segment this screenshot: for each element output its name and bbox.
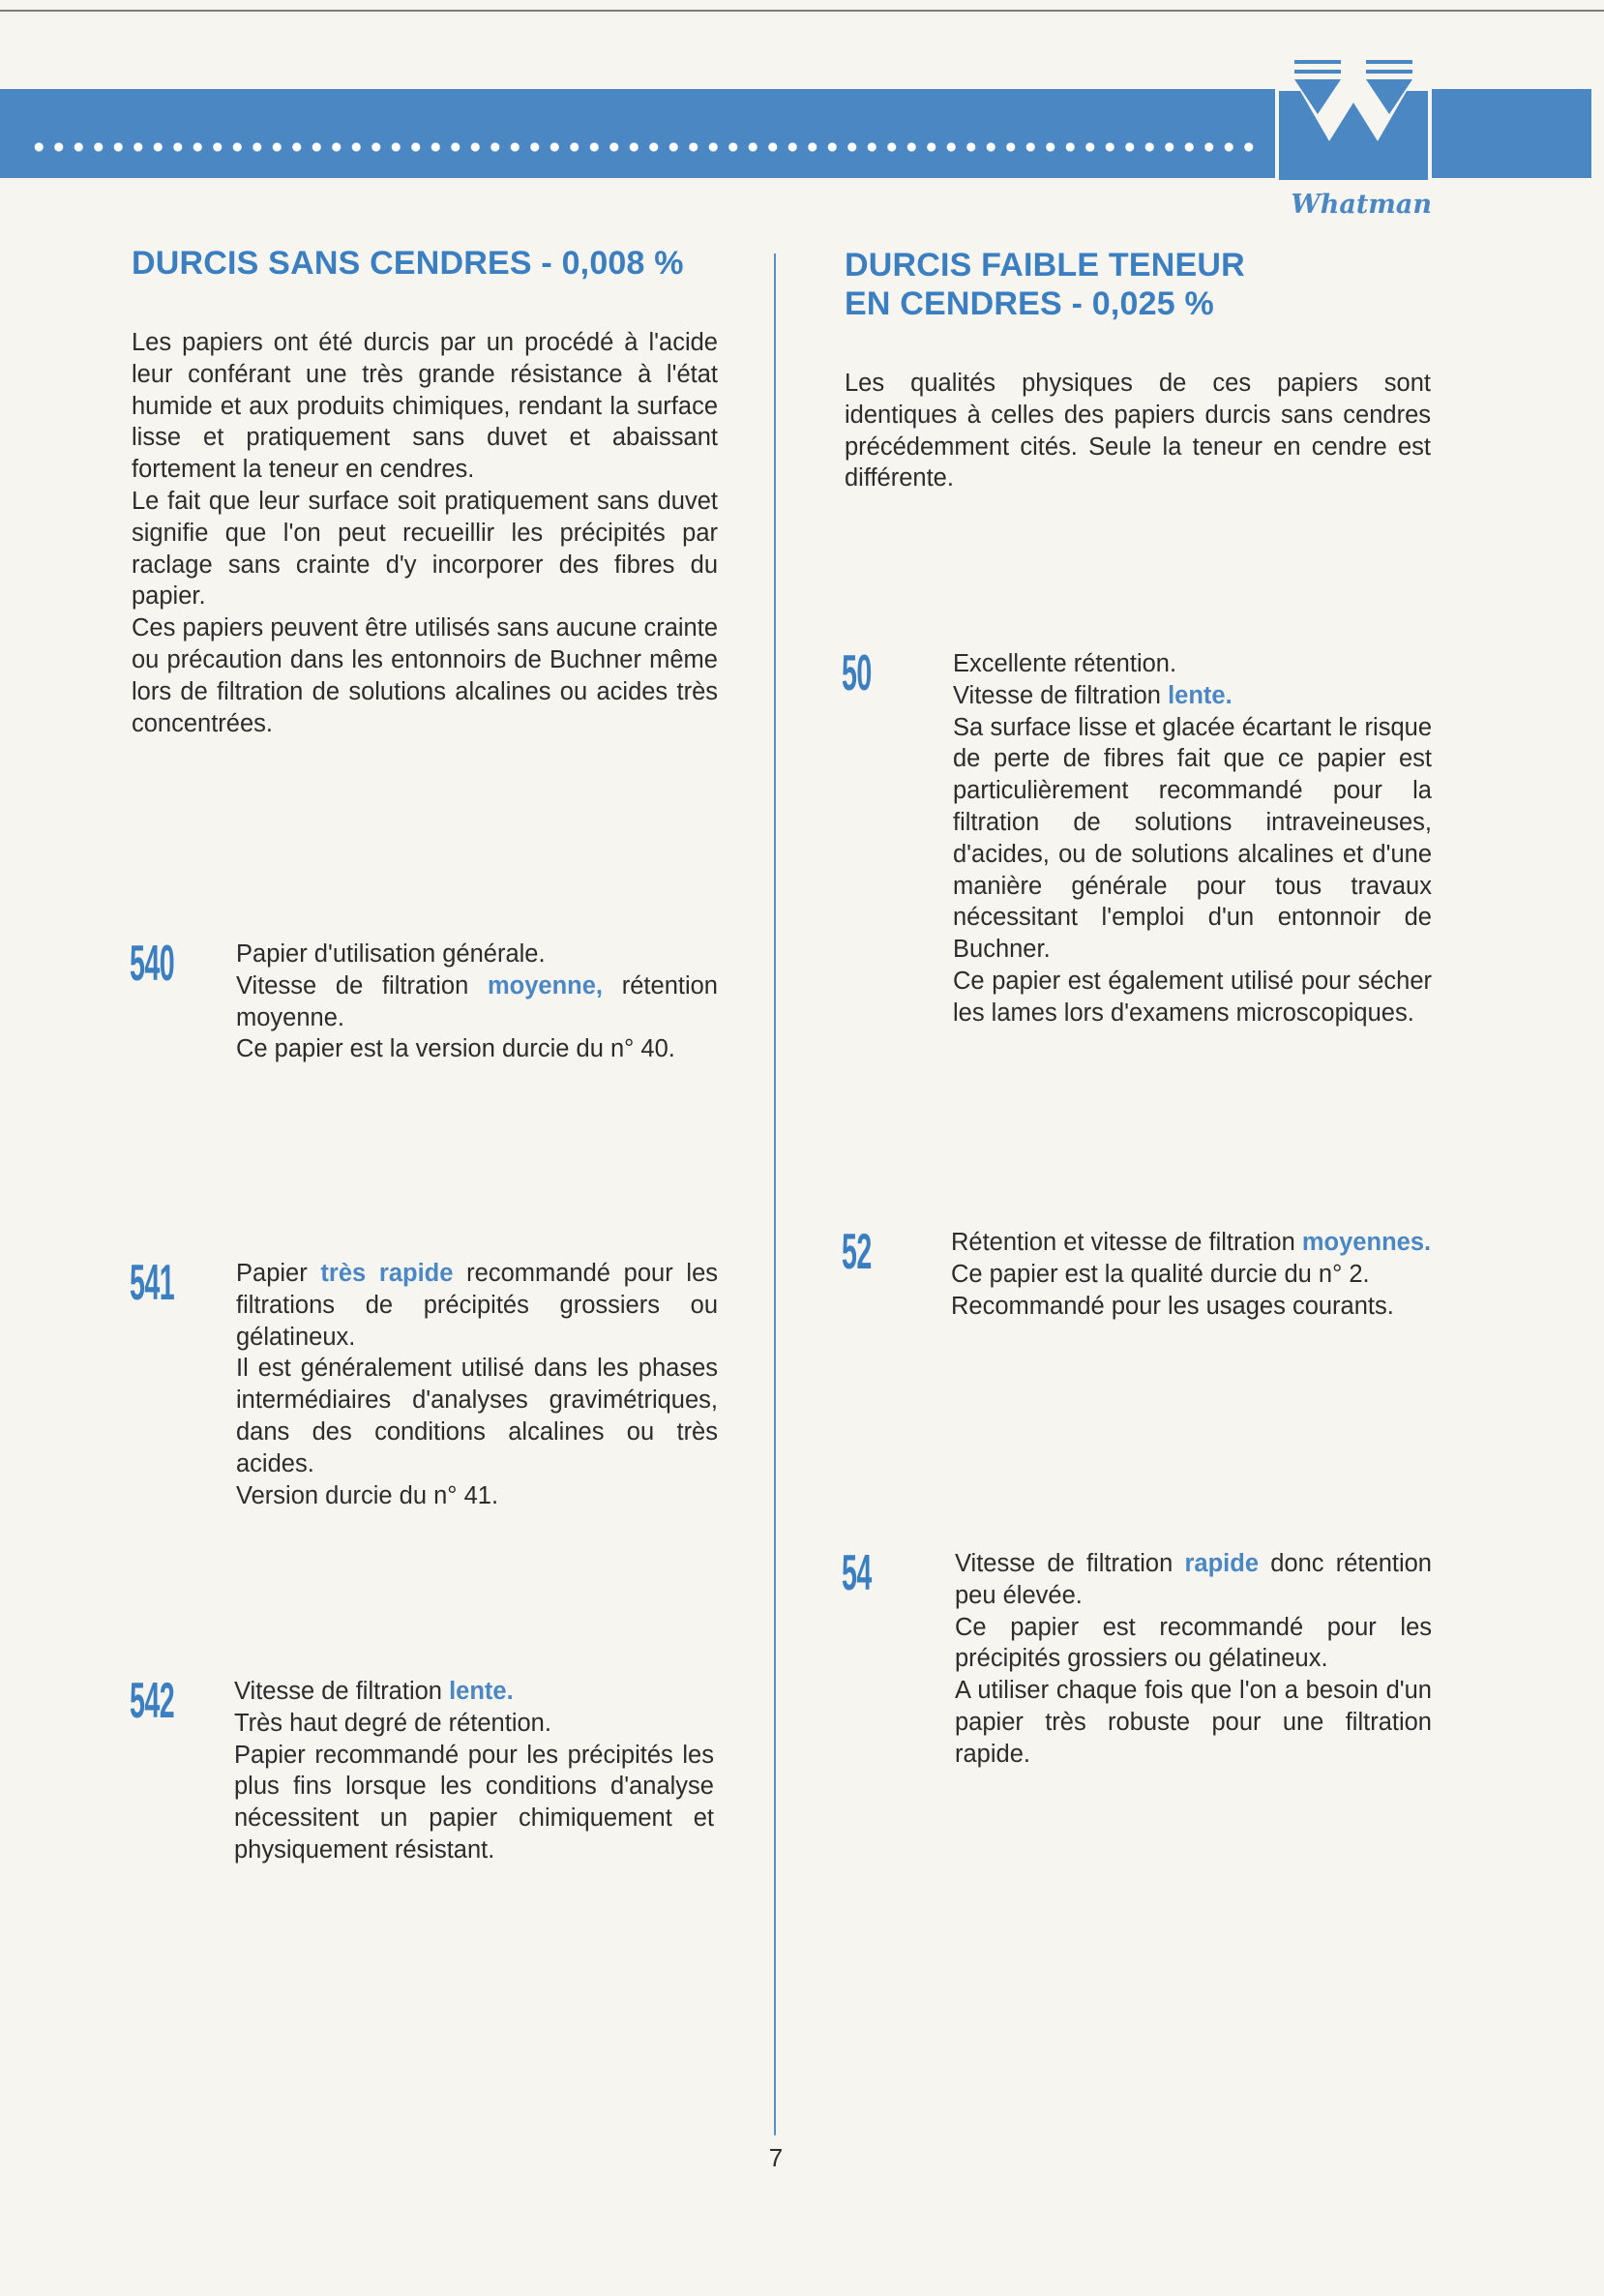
right-heading-value: 0,025 % [1091, 285, 1214, 322]
entry-text: Rétention et vitesse de filtration moyennes. Ce papier est la qualité durcie du n° 2. Recommandé pour les usages courants. [951, 1229, 1432, 1320]
entry-number: 541 [130, 1255, 175, 1311]
entry-number: 52 [842, 1224, 872, 1280]
left-heading-value: 0,008 % [561, 245, 684, 282]
brand-name: Whatman [1291, 190, 1432, 220]
speed-highlight: moyennes. [1301, 1229, 1432, 1256]
right-intro: Les qualités physiques de ces papiers sont identiques à celles des papiers durcis sans cendres précédemment cités. Seule la teneur en cendre est différente. [845, 370, 1431, 492]
left-heading [132, 244, 684, 283]
entry-number: 540 [130, 936, 175, 992]
entry-number: 542 [130, 1673, 175, 1729]
top-rule [0, 10, 1604, 12]
speed-highlight: moyenne, [487, 971, 604, 999]
entry-number: 54 [842, 1545, 872, 1601]
right-heading-line1: DURCIS FAIBLE TENEUR [845, 247, 1245, 283]
entry-number: 50 [842, 645, 872, 701]
entry-text: Papier d'utilisation générale. Vitesse de filtration moyenne, rétention moyenne. Ce papier est la version durcie du n° 40. [236, 940, 718, 1063]
speed-highlight: lente. [1168, 681, 1233, 709]
whatman-w-logo-icon [1275, 58, 1432, 180]
entry-text: Vitesse de filtration lente. Très haut degré de rétention. Papier recommandé pour les précipités les plus fins lorsque les conditions d'analyse nécessitent un papier chimiquement et physiquement résistant. [234, 1678, 714, 1864]
entry-text: Papier très rapide recommandé pour les filtrations de précipités grossiers ou gélatineux. Il est généralement utilisé dans les phases intermédiaires d'analyses gravimétriques, dans des conditions alcalines ou très acides. Version durcie du n° 41. [236, 1260, 718, 1509]
entry-text: Vitesse de filtration rapide donc rétention peu élevée. Ce papier est recommandé pour les précipités grossiers ou gélatineux. A utiliser chaque fois que l'on a besoin d'un papier très robuste pour une filtration rapide. [955, 1550, 1432, 1768]
page-number: 7 [768, 2143, 784, 2172]
header-dot-row [29, 141, 1262, 153]
right-heading-title: EN CENDRES - [845, 285, 1092, 322]
left-intro: Les papiers ont été durcis par un procédé à l'acide leur conférant une très grande résistance à l'état humide et aux produits chimiques, rendant la surface lisse et pratiquement sans duvet et abaissant fortement la teneur en cendres. Le fait que leur surface soit pratiquement sans duvet signifie que l'on peut recueillir les précipités par raclage sans crainte d'y incorporer des fibres du papier. Ces papiers peuvent être utilisés sans aucune crainte ou précaution dans les entonnoirs de Buchner même lors de filtration de solutions alcalines ou acides très concentrées. [132, 329, 718, 737]
entry-text: Excellente rétention. Vitesse de filtration lente. Sa surface lisse et glacée écartant le risque de perte de fibres fait que ce papier est particulièrement recommandé pour la filtration de solutions intraveineuses, d'acides, ou de solutions alcalines et d'une manière générale pour tous travaux nécessitant l'emploi d'un entonnoir de Buchner. Ce papier est également utilisé pour sécher les lames lors d'examens microscopiques. [953, 650, 1432, 1027]
right-heading [845, 246, 1245, 323]
speed-highlight: lente. [449, 1678, 514, 1705]
speed-highlight: rapide [1184, 1550, 1260, 1577]
speed-highlight: très rapide [320, 1260, 454, 1287]
left-heading-title: DURCIS SANS CENDRES - [132, 245, 562, 282]
column-divider [774, 253, 776, 2135]
